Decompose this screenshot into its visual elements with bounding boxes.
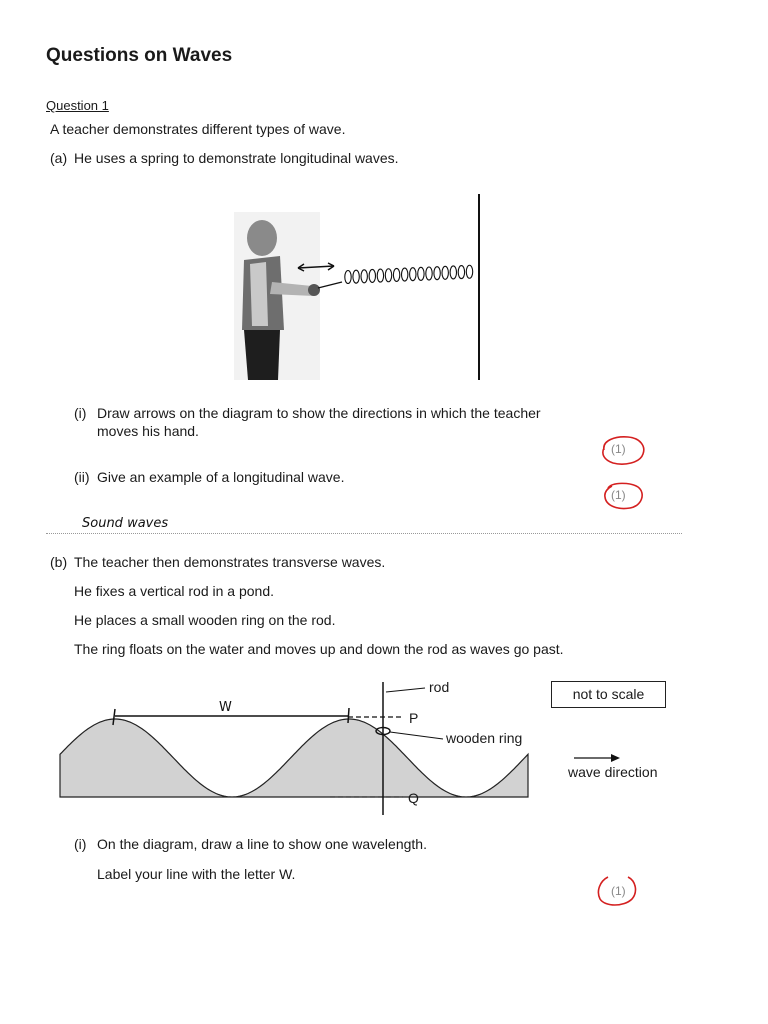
question-intro: A teacher demonstrates different types of wave.: [50, 121, 346, 137]
question-label: Question 1: [46, 98, 109, 113]
scale-note-box: not to scale: [551, 681, 666, 708]
part-b-line4: The ring floats on the water and moves up and down the rod as waves go past.: [74, 641, 564, 657]
direction-arrow-head: [611, 754, 620, 762]
part-b-i-line1: On the diagram, draw a line to show one wavelength.: [97, 836, 427, 852]
part-a-ii-label: (ii): [74, 469, 90, 485]
part-b-line2: He fixes a vertical rod in a pond.: [74, 583, 274, 599]
q-label: Q: [408, 790, 419, 806]
part-b-i-line2: Label your line with the letter W.: [97, 866, 296, 882]
handwritten-answer: Sound waves: [82, 516, 169, 531]
ring-label: wooden ring: [446, 730, 523, 746]
part-b-i-label: (i): [74, 836, 87, 852]
wavelength-tick-right: [348, 708, 349, 723]
part-a-label: (a): [50, 150, 68, 166]
mark-circle-3: [594, 873, 640, 909]
part-a-i-line1: Draw arrows on the diagram to show the directions in which the teacher: [97, 405, 541, 421]
part-b-line1: The teacher then demonstrates transverse waves.: [74, 554, 386, 570]
ring-pointer: [390, 732, 443, 739]
part-a-i-marks: (1): [611, 442, 626, 456]
part-a-ii-text: Give an example of a longitudinal wave.: [97, 469, 345, 485]
part-b-label: (b): [50, 554, 68, 570]
page-title: Questions on Waves: [46, 45, 233, 66]
part-a-ii-marks: (1): [611, 488, 626, 502]
p-label: P: [409, 710, 419, 726]
part-b-line3: He places a small wooden ring on the rod.: [74, 612, 336, 628]
rod-label: rod: [429, 679, 450, 695]
part-a-i-label: (i): [74, 405, 87, 421]
part-a-i-line2: moves his hand.: [97, 423, 199, 439]
wave-direction-label: wave direction: [568, 764, 658, 780]
part-b-i-marks: (1): [611, 884, 626, 898]
rod-pointer: [386, 688, 425, 692]
handwritten-w: W: [219, 700, 232, 715]
part-a-text: He uses a spring to demonstrate longitudinal waves.: [74, 150, 399, 166]
